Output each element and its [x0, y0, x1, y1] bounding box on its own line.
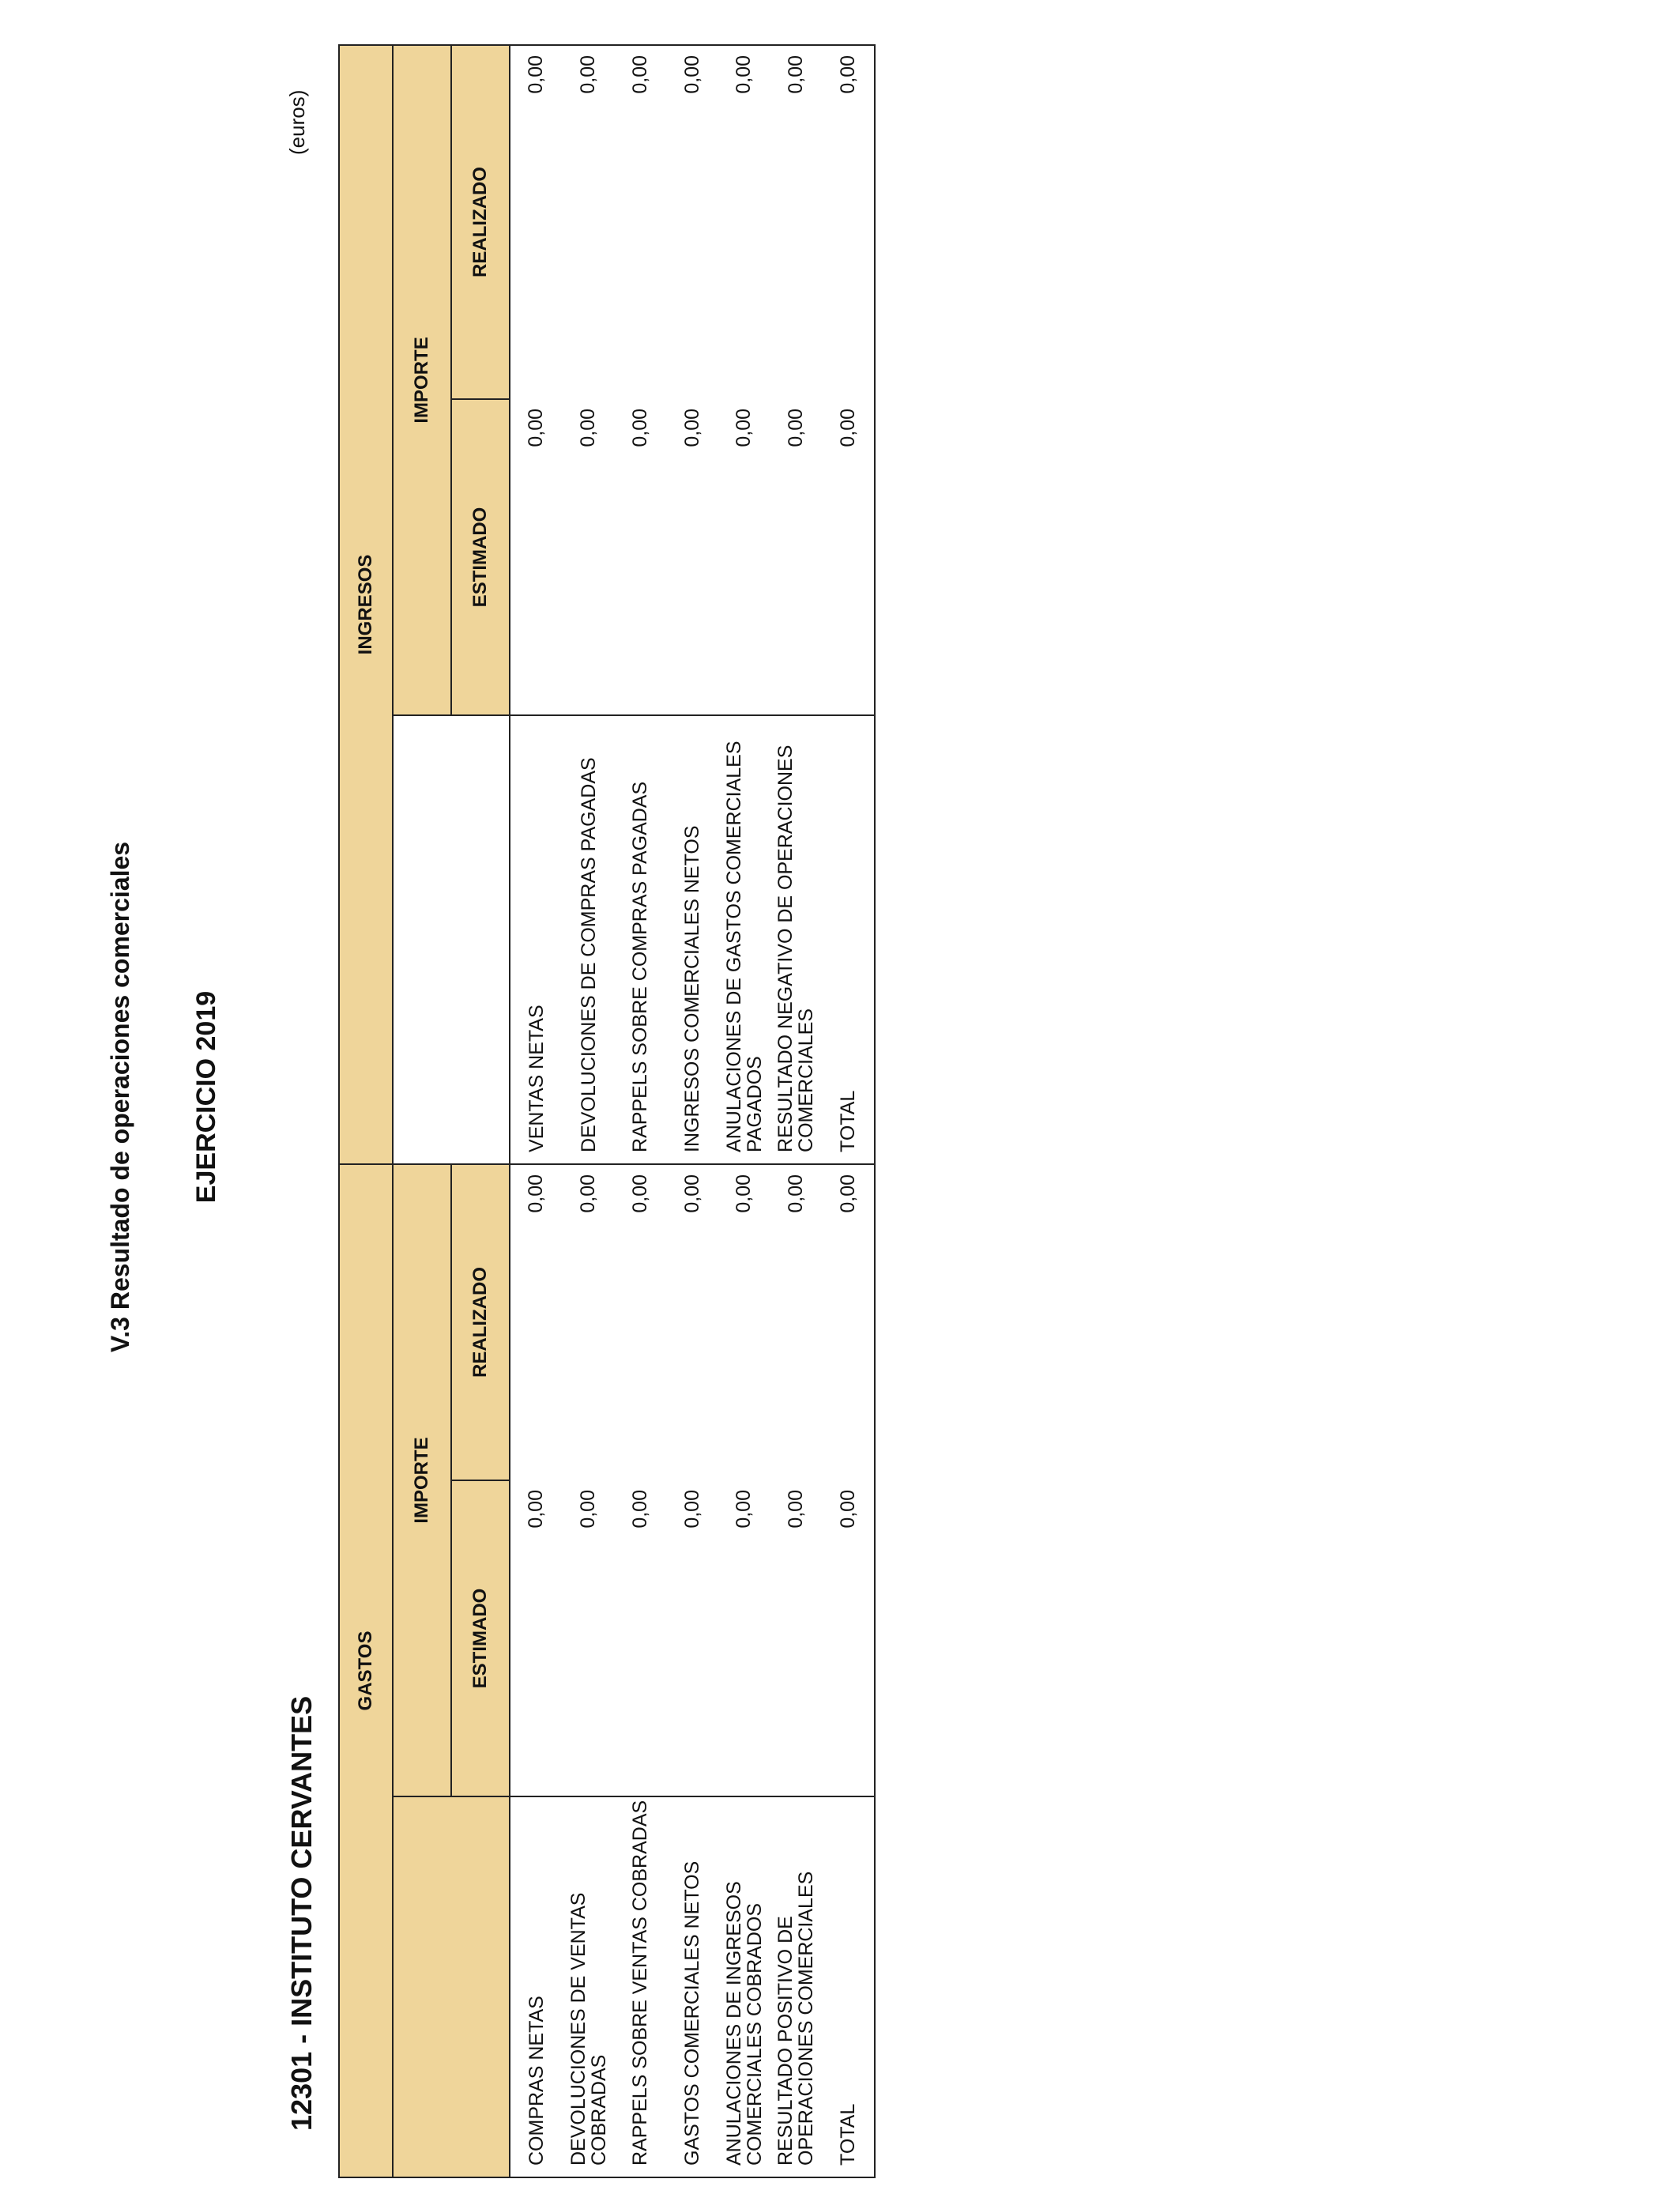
gastos-estimado-header: ESTIMADO: [451, 1480, 510, 1796]
gastos-estimado-value: 0,00: [615, 1480, 667, 1796]
gastos-realizado-value: 0,00: [784, 1174, 807, 1213]
gastos-row-label: RESULTADO POSITIVO DE OPERACIONES COMERCIALES: [770, 1796, 823, 2177]
ingresos-estimado-value: 0,00: [510, 399, 563, 715]
ingresos-estimado-value: 0,00: [718, 399, 770, 715]
gastos-estimado-value: 0,00: [510, 1480, 563, 1796]
gastos-header: GASTOS: [339, 1164, 393, 2177]
ingresos-header: INGRESOS: [339, 45, 393, 1164]
gastos-realizado-header: REALIZADO: [451, 1164, 510, 1480]
gastos-realizado-value: 0,00: [577, 1174, 600, 1213]
ingresos-estimado-value: 0,00: [615, 399, 667, 715]
ingresos-total-realizado: 0,00: [822, 45, 875, 399]
gastos-realizado-value: 0,00: [680, 1174, 703, 1213]
ingresos-estimado-header: ESTIMADO: [451, 399, 510, 715]
table-row: [718, 45, 770, 2177]
ingresos-estimado-value: 0,00: [770, 399, 823, 715]
ingresos-total-label: TOTAL: [822, 715, 875, 1164]
ingresos-realizado-value: 0,00: [770, 45, 823, 399]
ingresos-realizado-value: 0,00: [510, 45, 563, 399]
ingresos-concept-header: [393, 715, 510, 1164]
ingresos-row-label: RAPPELS SOBRE COMPRAS PAGADAS: [615, 715, 667, 1164]
gastos-estimado-value: 0,00: [563, 1480, 615, 1796]
ingresos-realizado-header: REALIZADO: [451, 45, 510, 399]
ingresos-estimado-value: 0,00: [563, 399, 615, 715]
ingresos-importe-header: IMPORTE: [393, 45, 451, 715]
operations-table: [338, 44, 876, 2178]
ingresos-realizado-value: 0,00: [718, 45, 770, 399]
ingresos-row-label: RESULTADO NEGATIVO DE OPERACIONES COMERCIALES: [770, 715, 823, 1164]
gastos-row-label: RAPPELS SOBRE VENTAS COBRADAS: [615, 1796, 667, 2177]
table-row: [770, 45, 823, 2177]
ingresos-realizado-value: 0,00: [563, 45, 615, 399]
gastos-realizado-value: 0,00: [733, 1174, 755, 1213]
gastos-total-label: TOTAL: [822, 1796, 875, 2177]
gastos-total-estimado: 0,00: [822, 1480, 875, 1796]
gastos-total-realizado: 0,00: [822, 1164, 875, 1480]
gastos-importe-header: IMPORTE: [393, 1164, 451, 1796]
table-row: [615, 45, 667, 2177]
gastos-concept-header: [393, 1796, 510, 2177]
table-row: [563, 45, 615, 2177]
gastos-row-label: DEVOLUCIONES DE VENTAS COBRADAS: [563, 1796, 615, 2177]
currency-units: (euros): [285, 89, 309, 155]
gastos-estimado-value: 0,00: [718, 1480, 770, 1796]
ingresos-total-estimado: 0,00: [822, 399, 875, 715]
table-row: [510, 45, 563, 2177]
table-row: [666, 45, 718, 2177]
fiscal-year-heading: EJERCICIO 2019: [191, 990, 221, 1204]
table-row-total: [822, 45, 875, 2177]
ingresos-estimado-value: 0,00: [666, 399, 718, 715]
ingresos-row-label: ANULACIONES DE GASTOS COMERCIALES PAGADOS: [718, 715, 770, 1164]
ingresos-row-label: VENTAS NETAS: [510, 715, 563, 1164]
ingresos-realizado-value: 0,00: [666, 45, 718, 399]
entity-heading: 12301 - INSTITUTO CERVANTES: [285, 1695, 318, 2131]
gastos-realizado-value: 0,00: [628, 1174, 651, 1213]
ingresos-row-label: DEVOLUCIONES DE COMPRAS PAGADAS: [563, 715, 615, 1164]
gastos-row-label: COMPRAS NETAS: [510, 1796, 563, 2177]
gastos-estimado-value: 0,00: [666, 1480, 718, 1796]
gastos-row-label: GASTOS COMERCIALES NETOS: [666, 1796, 718, 2177]
ingresos-row-label: INGRESOS COMERCIALES NETOS: [666, 715, 718, 1164]
gastos-realizado-value: 0,00: [525, 1174, 548, 1213]
ingresos-realizado-value: 0,00: [615, 45, 667, 399]
document-title: V.3 Resultado de operaciones comerciales: [106, 841, 134, 1353]
gastos-estimado-value: 0,00: [770, 1480, 823, 1796]
gastos-row-label: ANULACIONES DE INGRESOS COMERCIALES COBRADOS: [718, 1796, 770, 2177]
